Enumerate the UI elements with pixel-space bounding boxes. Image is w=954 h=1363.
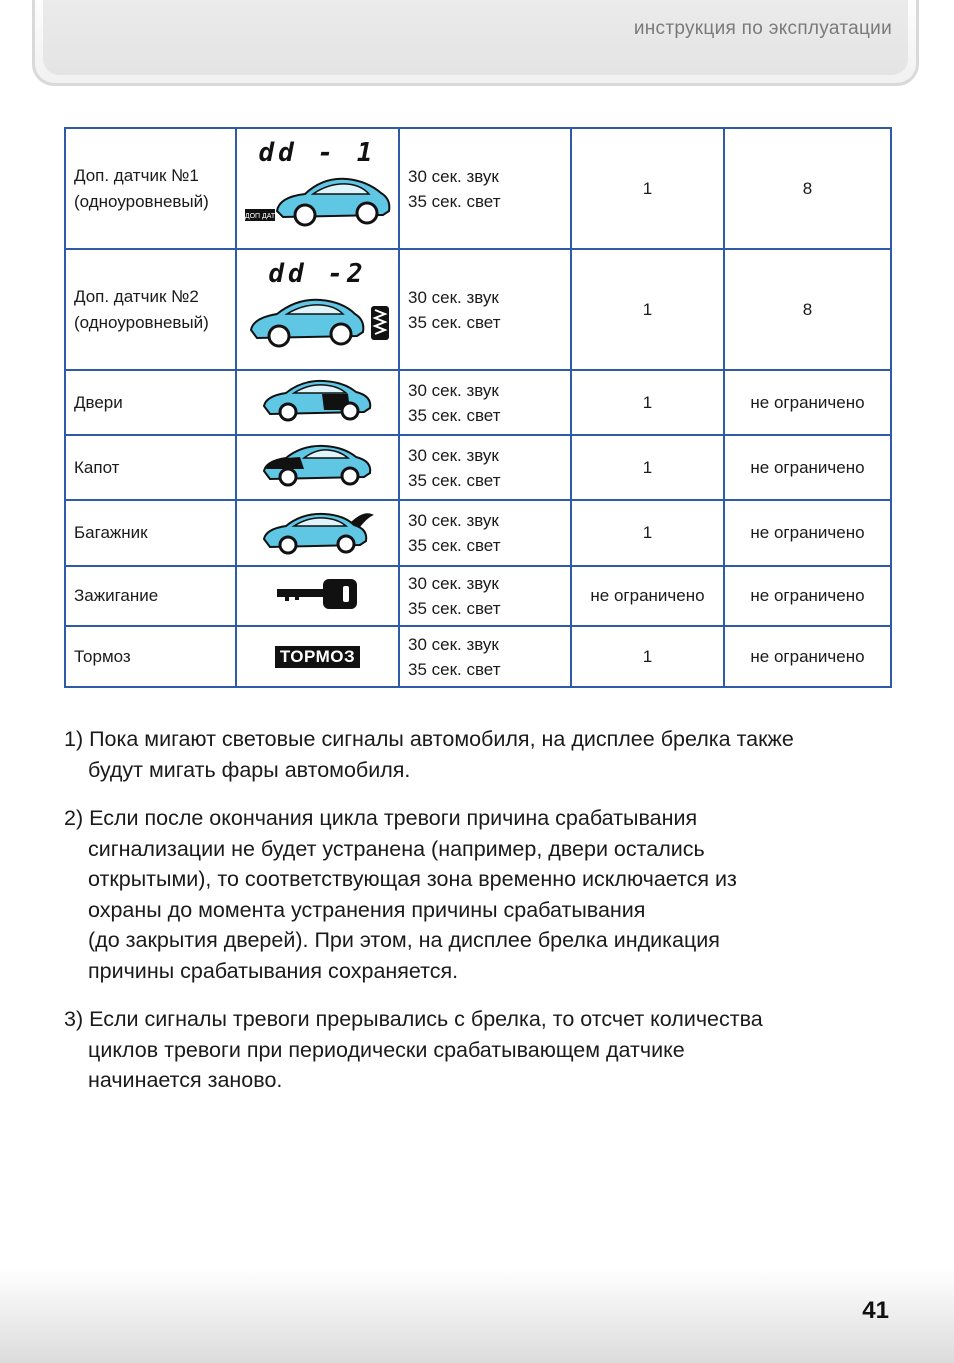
- footnote-line: циклов тревоги при периодически срабатывающем датчике: [88, 1037, 685, 1062]
- table-row: [65, 500, 891, 566]
- zone-cell: [65, 370, 236, 435]
- footnote-line: охраны до момента устранения причины срабатывания: [88, 897, 646, 922]
- icon-cell: [236, 566, 399, 626]
- zone-subtitle: (одноуровневый): [74, 191, 209, 211]
- value-cell: не ограничено: [724, 500, 891, 566]
- duration-cell: [399, 435, 571, 500]
- table-row: [65, 128, 891, 249]
- icon-cell: [236, 128, 399, 249]
- zone-cell: [65, 128, 236, 249]
- lcd-code: dd - 1: [258, 138, 377, 168]
- zone-name: Доп. датчик №1: [74, 165, 199, 185]
- brake-icon: ТОРМОЗ: [275, 646, 360, 668]
- light-duration: 35 сек. свет: [408, 405, 501, 425]
- value-cell: не ограничено: [724, 626, 891, 687]
- icon-cell: [236, 370, 399, 435]
- value-cell: не ограничено: [724, 566, 891, 626]
- footnote-2: [64, 803, 884, 986]
- zone-cell: [65, 500, 236, 566]
- zone-cell: [65, 626, 236, 687]
- header-title: инструкция по эксплуатации: [633, 18, 892, 39]
- duration-cell: [399, 128, 571, 249]
- footnote-line: причины срабатывания сохраняется.: [88, 958, 459, 983]
- car-door-icon: [260, 374, 376, 426]
- table-row: [65, 566, 891, 626]
- duration-cell: [399, 370, 571, 435]
- duration-cell: [399, 500, 571, 566]
- value-cell: 1: [571, 626, 724, 687]
- value-cell: 1: [571, 370, 724, 435]
- alarm-zones-table: [64, 127, 892, 688]
- footnote-line: 2) Если после окончания цикла тревоги причина срабатывания: [64, 806, 698, 830]
- zone-name: Зажигание: [74, 586, 159, 605]
- car-hood-icon: [260, 439, 376, 491]
- sound-duration: 30 сек. звук: [408, 166, 499, 186]
- key-icon: [275, 577, 361, 611]
- value-cell: 8: [724, 249, 891, 370]
- sound-duration: 30 сек. звук: [408, 445, 499, 465]
- footnotes: [64, 724, 884, 1114]
- duration-cell: [399, 626, 571, 687]
- value-cell: не ограничено: [571, 566, 724, 626]
- footnote-line: 3) Если сигналы тревоги прерывались с брелка, то отсчет количества: [64, 1007, 763, 1031]
- duration-cell: [399, 249, 571, 370]
- table-row: [65, 626, 891, 687]
- icon-cell: [236, 626, 399, 687]
- value-cell: не ограничено: [724, 435, 891, 500]
- icon-cell: [236, 435, 399, 500]
- sensor-badge: ДОП ДАТ: [244, 213, 275, 220]
- footnote-line: открытыми), то соответствующая зона временно исключается из: [88, 867, 737, 891]
- sound-duration: 30 сек. звук: [408, 511, 499, 530]
- page-header: [32, 0, 919, 86]
- zone-cell: [65, 249, 236, 370]
- sound-duration: 30 сек. звук: [408, 574, 499, 593]
- value-cell: 1: [571, 500, 724, 566]
- zone-cell: [65, 566, 236, 626]
- footnote-line: начинается заново.: [88, 1068, 283, 1092]
- zone-subtitle: (одноуровневый): [74, 312, 209, 332]
- icon-cell: [236, 500, 399, 566]
- table-row: [65, 370, 891, 435]
- value-cell: 8: [724, 128, 891, 249]
- sound-duration: 30 сек. звук: [408, 380, 499, 400]
- light-duration: 35 сек. свет: [408, 659, 501, 679]
- footnote-line: (до закрытия дверей). При этом, на дисплее брелка индикация: [88, 928, 720, 952]
- table-row: [65, 435, 891, 500]
- car-icon: [243, 167, 393, 233]
- zone-name: Багажник: [74, 523, 148, 542]
- light-duration: 35 сек. свет: [408, 536, 501, 555]
- zone-name: Доп. датчик №2: [74, 286, 199, 306]
- icon-cell: [236, 249, 399, 370]
- light-duration: 35 сек. свет: [408, 470, 501, 490]
- page-footer: [0, 1268, 954, 1363]
- lcd-code: dd -2: [268, 259, 367, 289]
- zone-name: Тормоз: [74, 646, 131, 666]
- zone-name: Двери: [74, 392, 123, 412]
- light-duration: 35 сек. свет: [408, 312, 501, 332]
- zone-name: Капот: [74, 457, 120, 477]
- sound-duration: 30 сек. звук: [408, 287, 499, 307]
- zone-cell: [65, 435, 236, 500]
- value-cell: 1: [571, 128, 724, 249]
- car-icon: [243, 288, 393, 354]
- footnote-3: [64, 1004, 884, 1096]
- footnote-line: сигнализации не будет устранена (например, двери остались: [88, 836, 705, 861]
- light-duration: 35 сек. свет: [408, 599, 501, 618]
- footnote-1: [64, 724, 884, 785]
- table-row: [65, 249, 891, 370]
- duration-cell: [399, 566, 571, 626]
- value-cell: 1: [571, 435, 724, 500]
- value-cell: не ограничено: [724, 370, 891, 435]
- footnote-line: 1) Пока мигают световые сигналы автомобиля, на дисплее брелка также: [64, 727, 794, 751]
- page-number: 41: [862, 1297, 889, 1324]
- value-cell: 1: [571, 249, 724, 370]
- car-trunk-icon: [260, 505, 376, 557]
- footnote-line: будут мигать фары автомобиля.: [88, 757, 411, 782]
- sound-duration: 30 сек. звук: [408, 634, 499, 654]
- light-duration: 35 сек. свет: [408, 191, 501, 211]
